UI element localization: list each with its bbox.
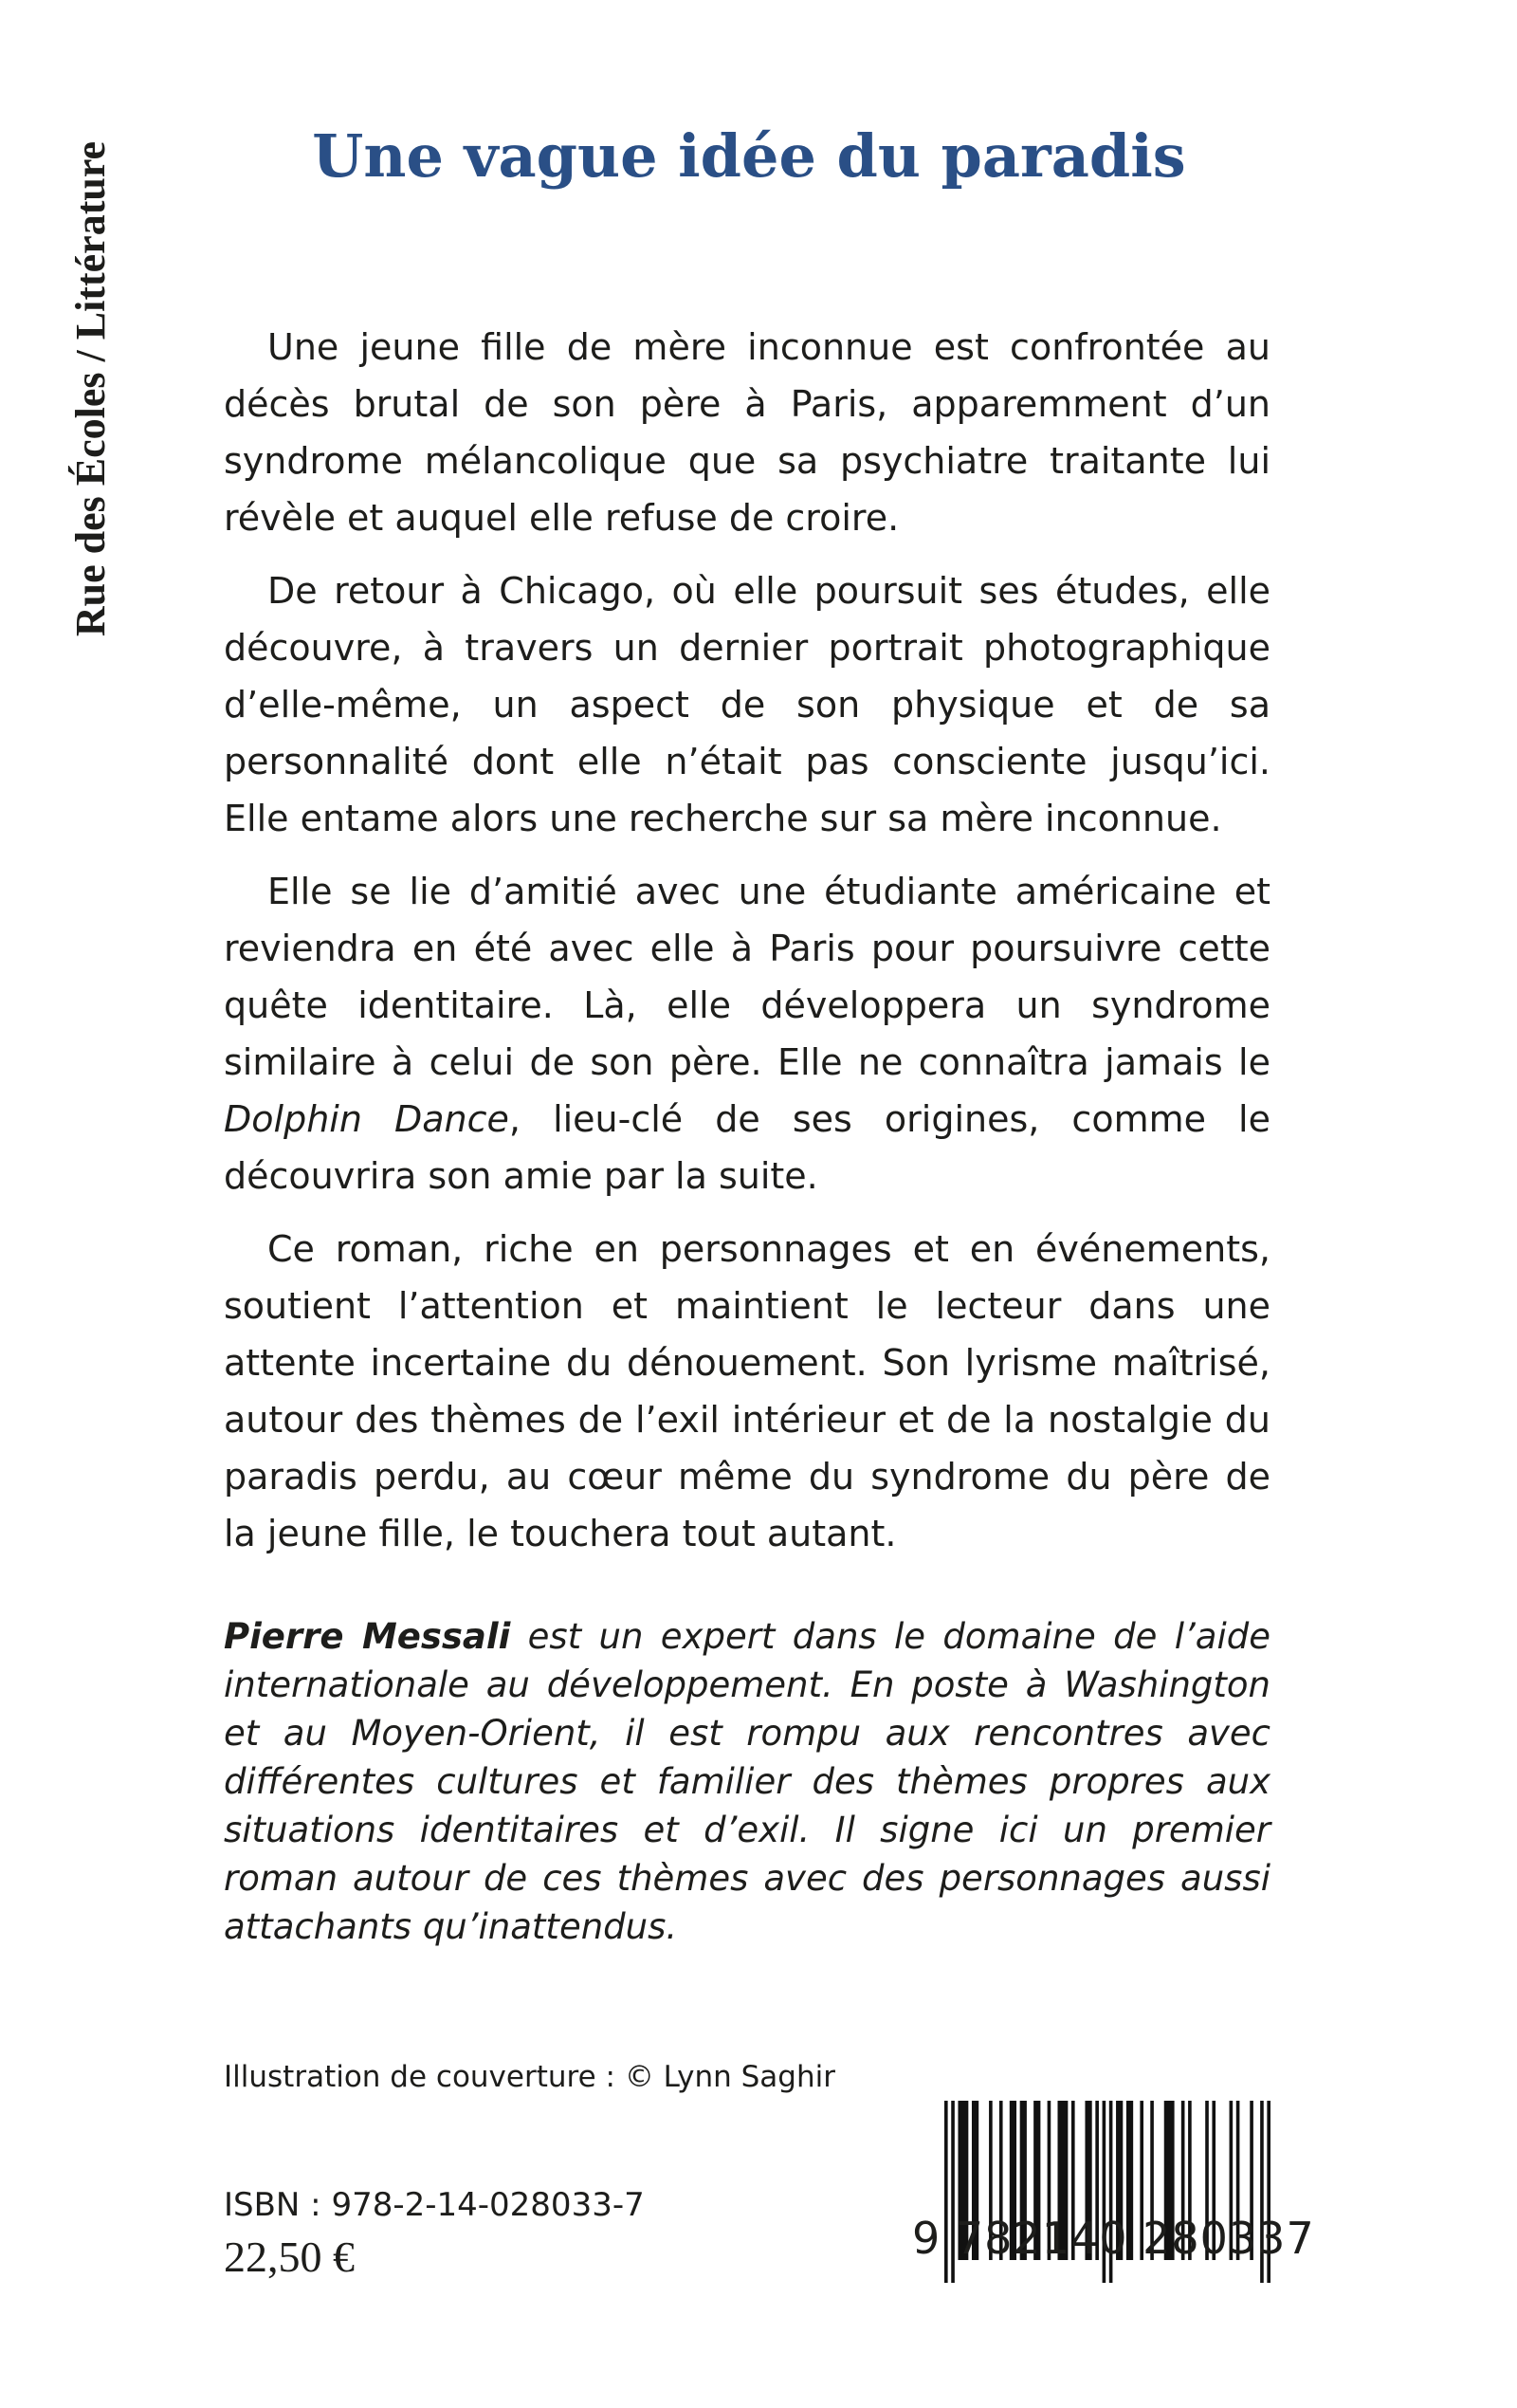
summary-paragraph-3 [224, 863, 1270, 1204]
isbn-number: ISBN : 978-2-14-028033-7 [224, 2186, 645, 2224]
dolphin-dance-title: Dolphin Dance [224, 1098, 509, 1140]
summary-paragraph-2: De retour à Chicago, où elle poursuit ses études, elle découvre, à travers un dernier portrait photographique d’elle-même, un aspect de son physique et de sa personnalité dont elle n’était pas consciente jusqu’ici. Elle entame alors une recherche sur sa mère inconnue. [224, 570, 1270, 839]
author-bio-text: est un expert dans le domaine de l’aide internationale au développement. En poste à Washington et au Moyen-Orient, il est rompu aux rencontres avec différentes cultures et familier des thèmes propres aux situations identitaires et d’exil. Il signe ici un premier roman autour de ces thèmes avec des personnages aussi attachants qu’inattendus. [224, 1616, 1270, 1947]
barcode-digits: 9 782140 280337 [912, 2213, 1315, 2264]
author-name: Pierre Messali [224, 1616, 511, 1657]
book-price: 22,50 € [224, 2233, 355, 2281]
summary-paragraph-1: Une jeune fille de mère inconnue est confrontée au décès brutal de son père à Paris, apparemment d’un syndrome mélancolique que sa psychiatre traitante lui révèle et auquel elle refuse de croire. [224, 326, 1270, 539]
book-summary [224, 319, 1270, 1578]
summary-paragraph-3-text-after: , lieu-clé de ses origines, comme le découvrira son amie par la suite. [224, 1098, 1270, 1197]
spine-series-label: Rue des Écoles / Littérature [67, 140, 114, 637]
book-title: Une vague idée du paradis [312, 121, 1186, 191]
summary-paragraph-4: Ce roman, riche en personnages et en événements, soutient l’attention et maintient le lecteur dans une attente incertaine du dénouement. Son lyrisme maîtrisé, autour des thèmes de l’exil intérieur et de la nostalgie du paradis perdu, au cœur même du syndrome du père de la jeune fille, le touchera tout autant. [224, 1228, 1270, 1554]
author-bio [224, 1612, 1270, 1951]
cover-illustration-credit: Illustration de couverture : © Lynn Saghir [224, 2060, 835, 2094]
summary-paragraph-3-text-before: Elle se lie d’amitié avec une étudiante américaine et reviendra en été avec elle à Paris pour poursuivre cette quête identitaire. Là, elle développera un syndrome similaire à celui de son père. Elle ne connaîtra jamais le [224, 871, 1270, 1083]
